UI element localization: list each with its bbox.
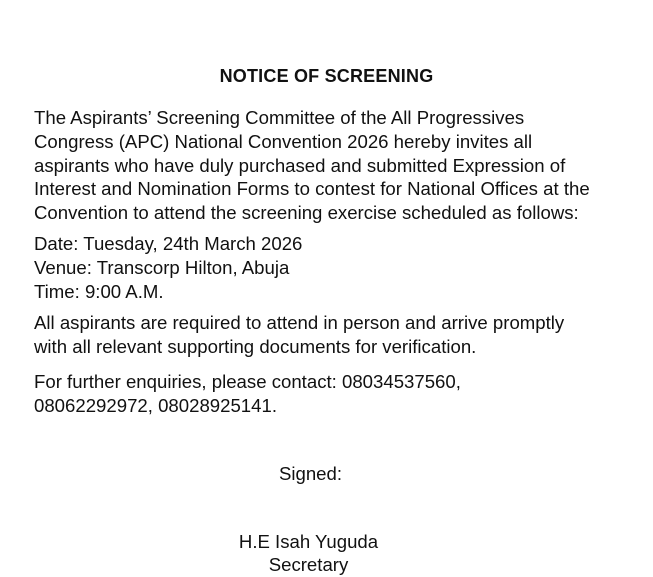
requirement-line: All aspirants are required to attend in person and arrive promptly	[34, 312, 565, 333]
requirement-line: with all relevant supporting documents for verification.	[34, 335, 477, 357]
intro-line: The Aspirants’ Screening Committee of the All Progressives	[34, 107, 525, 128]
intro-line: Interest and Nomination Forms to contest for National Offices at the	[34, 178, 590, 200]
signed-label: Signed:	[278, 463, 343, 484]
schedule-venue: Venue: Transcorp Hilton, Abuja	[34, 256, 290, 278]
schedule-time: Time: 9:00 A.M.	[34, 280, 164, 302]
enquiry-line: For further enquiries, please contact: 08034537560,	[34, 371, 461, 392]
intro-line: Congress (APC) National Convention 2026 hereby invites all	[34, 130, 533, 152]
intro-paragraph	[34, 106, 644, 225]
schedule-date: Date: Tuesday, 24th March 2026	[34, 233, 303, 254]
intro-line: Convention to attend the screening exercise scheduled as follows:	[34, 202, 579, 224]
intro-line: aspirants who have duly purchased and submitted Expression of	[34, 154, 566, 176]
enquiry-paragraph	[34, 370, 644, 418]
notice-title: NOTICE OF SCREENING	[219, 66, 434, 86]
signatory-role: Secretary	[268, 554, 349, 575]
enquiry-line: 08062292972, 08028925141.	[34, 394, 277, 416]
signatory-name: H.E Isah Yuguda	[238, 531, 379, 552]
requirement-paragraph	[34, 311, 644, 359]
schedule-block	[34, 232, 644, 303]
